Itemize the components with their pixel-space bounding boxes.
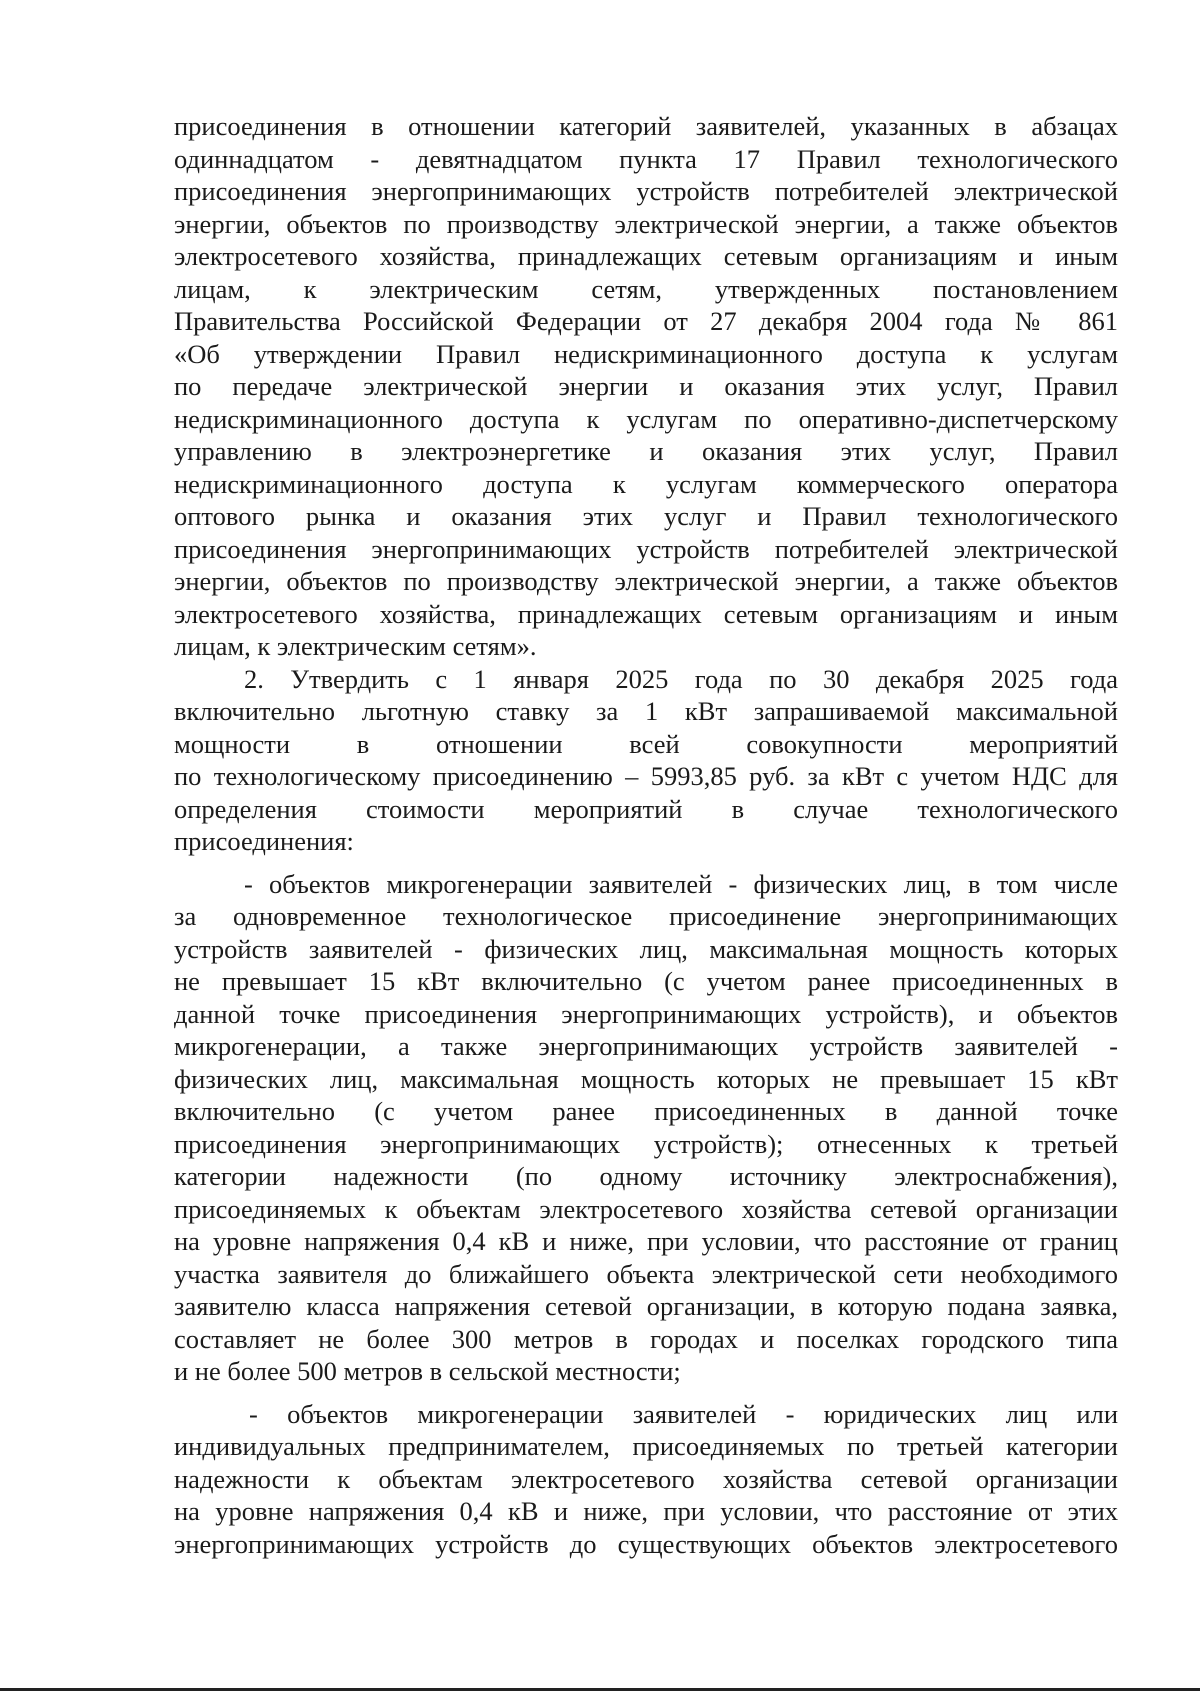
- bullet-2-first-line: - объектов микрогенерации заявителей - юридических лиц или: [249, 1398, 1118, 1429]
- text-line: одиннадцатом - девятнадцатом пункта 17 Правил технологического: [174, 143, 1118, 174]
- text-line: не превышает 15 кВт включительно (с учетом ранее присоединенных в: [174, 966, 1118, 996]
- bullet-1-paragraph: [174, 868, 1118, 1388]
- text-line: энергопринимающих устройств до существующих объектов электросетевого: [174, 1528, 1118, 1559]
- paragraph-continuation: [174, 110, 1118, 663]
- text-line: управлению в электроэнергетике и оказания этих услуг, Правил: [174, 436, 1118, 466]
- text-line: оптового рынка и оказания этих услуг и Правил технологического: [174, 501, 1118, 531]
- text-line: на уровне напряжения 0,4 кВ и ниже, при условии, что расстояние от границ: [174, 1226, 1118, 1256]
- paragraph-gap: [174, 858, 1118, 868]
- text-line: лицам, к электрическим сетям».: [174, 631, 537, 661]
- bullet-2-paragraph: [174, 1398, 1118, 1561]
- text-line: присоединения:: [174, 826, 354, 856]
- text-line: данной точке присоединения энергопринимающих устройств), и объектов: [174, 998, 1118, 1029]
- text-line: Правительства Российской Федерации от 27 декабря 2004 года № 861: [174, 306, 1118, 336]
- text-line: за одновременное технологическое присоединение энергопринимающих: [174, 901, 1118, 931]
- item-2-first-line: 2. Утвердить с 1 января 2025 года по 30 декабря 2025 года: [244, 663, 1118, 694]
- text-line: энергии, объектов по производству электрической энергии, а также объектов: [174, 208, 1118, 239]
- document-page: [174, 110, 1118, 1560]
- text-line: «Об утверждении Правил недискриминационного доступа к услугам: [174, 338, 1118, 369]
- text-line: на уровне напряжения 0,4 кВ и ниже, при условии, что расстояние от этих: [174, 1496, 1118, 1526]
- text-line: присоединения энергопринимающих устройств); отнесенных к третьей: [174, 1128, 1118, 1159]
- item-2-paragraph: [174, 663, 1118, 858]
- text-line: составляет не более 300 метров в городах и поселках городского типа: [174, 1323, 1118, 1354]
- text-line: присоединения энергопринимающих устройств потребителей электрической: [174, 533, 1118, 564]
- text-line: электросетевого хозяйства, принадлежащих сетевым организациям и иным: [174, 241, 1118, 271]
- text-line: и не более 500 метров в сельской местности;: [174, 1356, 681, 1386]
- bullet-1-first-line: - объектов микрогенерации заявителей - физических лиц, в том числе: [244, 868, 1118, 899]
- text-line: присоединения в отношении категорий заявителей, указанных в абзацах: [174, 111, 1118, 141]
- text-line: физических лиц, максимальная мощность которых не превышает 15 кВт: [174, 1063, 1118, 1094]
- text-line: заявителю класса напряжения сетевой организации, в которую подана заявка,: [174, 1291, 1118, 1321]
- text-line: присоединяемых к объектам электросетевого хозяйства сетевой организации: [174, 1193, 1118, 1224]
- text-line: энергии, объектов по производству электрической энергии, а также объектов: [174, 566, 1118, 596]
- paragraph-gap: [174, 1388, 1118, 1398]
- text-line: индивидуальных предпринимателем, присоединяемых по третьей категории: [174, 1431, 1118, 1461]
- text-line: по передаче электрической энергии и оказания этих услуг, Правил: [174, 371, 1118, 401]
- text-line: недискриминационного доступа к услугам по оперативно-диспетчерскому: [174, 403, 1118, 434]
- text-line: мощности в отношении всей совокупности мероприятий: [174, 728, 1118, 759]
- text-line: электросетевого хозяйства, принадлежащих сетевым организациям и иным: [174, 598, 1118, 629]
- scan-edge-line: [0, 1688, 1200, 1691]
- text-line: устройств заявителей - физических лиц, максимальная мощность которых: [174, 933, 1118, 964]
- text-line: лицам, к электрическим сетям, утвержденных постановлением: [174, 273, 1118, 304]
- text-line: по технологическому присоединению – 5993,85 руб. за кВт с учетом НДС для: [174, 761, 1118, 791]
- text-line: недискриминационного доступа к услугам коммерческого оператора: [174, 468, 1118, 499]
- text-line: включительно (с учетом ранее присоединенных в данной точке: [174, 1096, 1118, 1126]
- text-line: микрогенерации, а также энергопринимающих устройств заявителей -: [174, 1031, 1118, 1061]
- text-line: участка заявителя до ближайшего объекта электрической сети необходимого: [174, 1258, 1118, 1289]
- text-line: определения стоимости мероприятий в случае технологического: [174, 793, 1118, 824]
- text-line: надежности к объектам электросетевого хозяйства сетевой организации: [174, 1463, 1118, 1494]
- text-line: категории надежности (по одному источнику электроснабжения),: [174, 1161, 1118, 1191]
- text-line: включительно льготную ставку за 1 кВт запрашиваемой максимальной: [174, 696, 1118, 726]
- text-line: присоединения энергопринимающих устройств потребителей электрической: [174, 176, 1118, 206]
